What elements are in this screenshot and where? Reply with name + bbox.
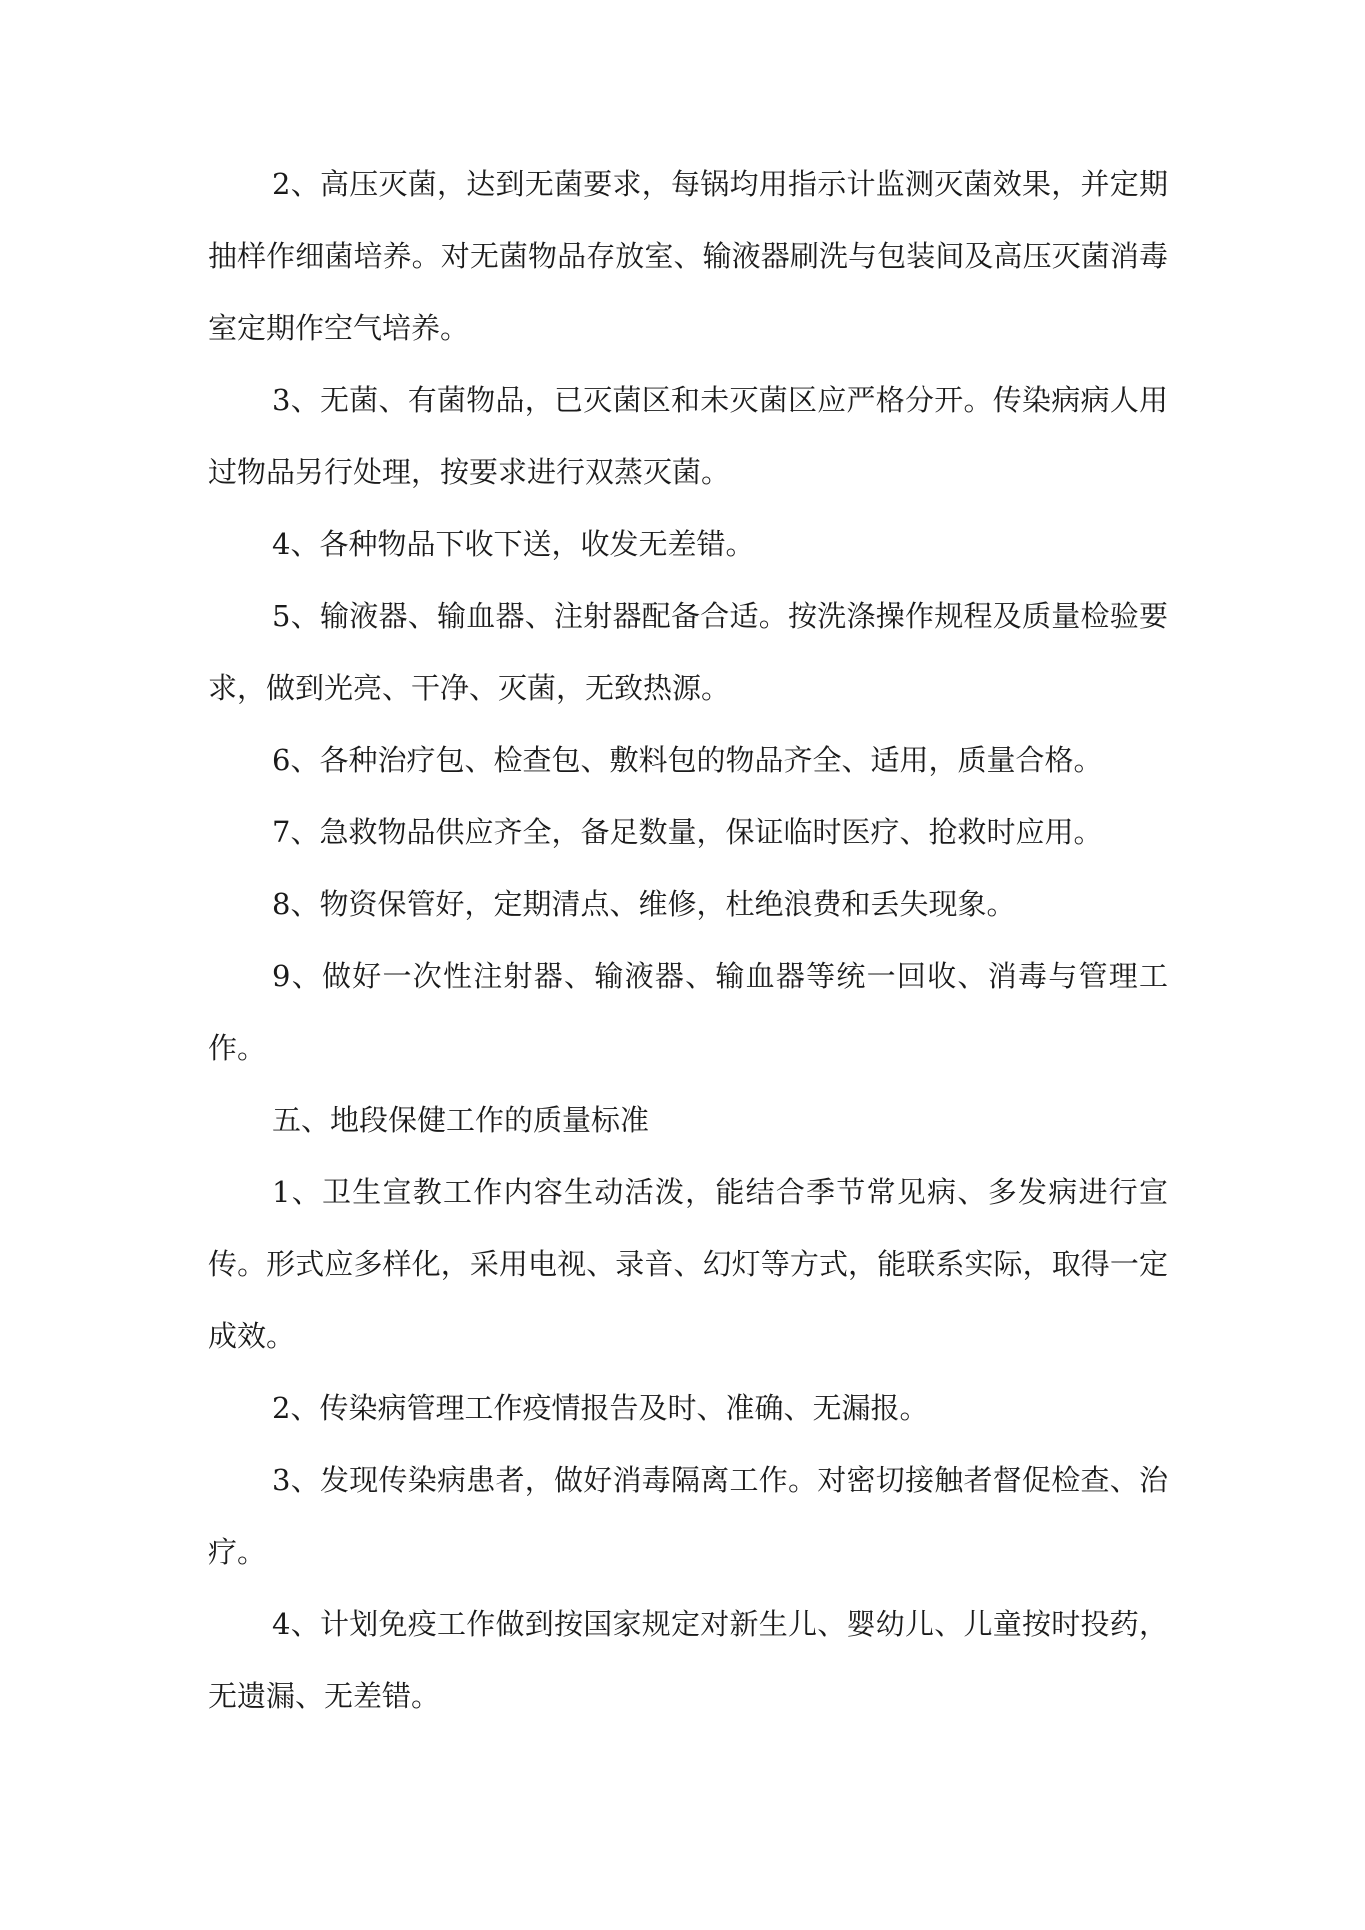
- paragraph-disposable-recycling: 9、做好一次性注射器、输液器、输血器等统一回收、消毒与管理工作。: [208, 959, 1168, 1065]
- paragraph-emergency-supplies: 7、急救物品供应齐全，备足数量，保证临时医疗、抢救时应用。: [272, 815, 1103, 849]
- paragraph-infusion-equipment: 5、输液器、输血器、注射器配备合适。按洗涤操作规程及质量检验要求，做到光亮、干净、灭菌，无致热源。: [208, 599, 1168, 705]
- paragraph-epidemic-reporting: 2、传染病管理工作疫情报告及时、准确、无漏报。: [272, 1391, 929, 1425]
- document-body: [208, 148, 1168, 1732]
- paragraph-sterilization-high-pressure: 2、高压灭菌，达到无菌要求，每锅均用指示计监测灭菌效果，并定期抽样作细菌培养。对无菌物品存放室、输液器刷洗与包装间及高压灭菌消毒室定期作空气培养。: [208, 167, 1168, 345]
- paragraph-immunization: 4、计划免疫工作做到按国家规定对新生儿、婴幼儿、儿童按时投药，无遗漏、无差错。: [208, 1607, 1168, 1713]
- paragraph-health-education: 1、卫生宣教工作内容生动活泼，能结合季节常见病、多发病进行宣传。形式应多样化，采用电视、录音、幻灯等方式，能联系实际，取得一定成效。: [208, 1175, 1168, 1353]
- paragraph-treatment-packs: 6、各种治疗包、检查包、敷料包的物品齐全、适用，质量合格。: [272, 743, 1103, 777]
- section-heading-community-health: 五、地段保健工作的质量标准: [272, 1103, 650, 1137]
- paragraph-material-storage: 8、物资保管好，定期清点、维修，杜绝浪费和丢失现象。: [272, 887, 1016, 921]
- paragraph-delivery: 4、各种物品下收下送，收发无差错。: [272, 527, 755, 561]
- paragraph-sterile-separation: 3、无菌、有菌物品，已灭菌区和未灭菌区应严格分开。传染病病人用过物品另行处理，按要求进行双蒸灭菌。: [208, 383, 1168, 489]
- paragraph-isolation: 3、发现传染病患者，做好消毒隔离工作。对密切接触者督促检查、治疗。: [208, 1463, 1168, 1569]
